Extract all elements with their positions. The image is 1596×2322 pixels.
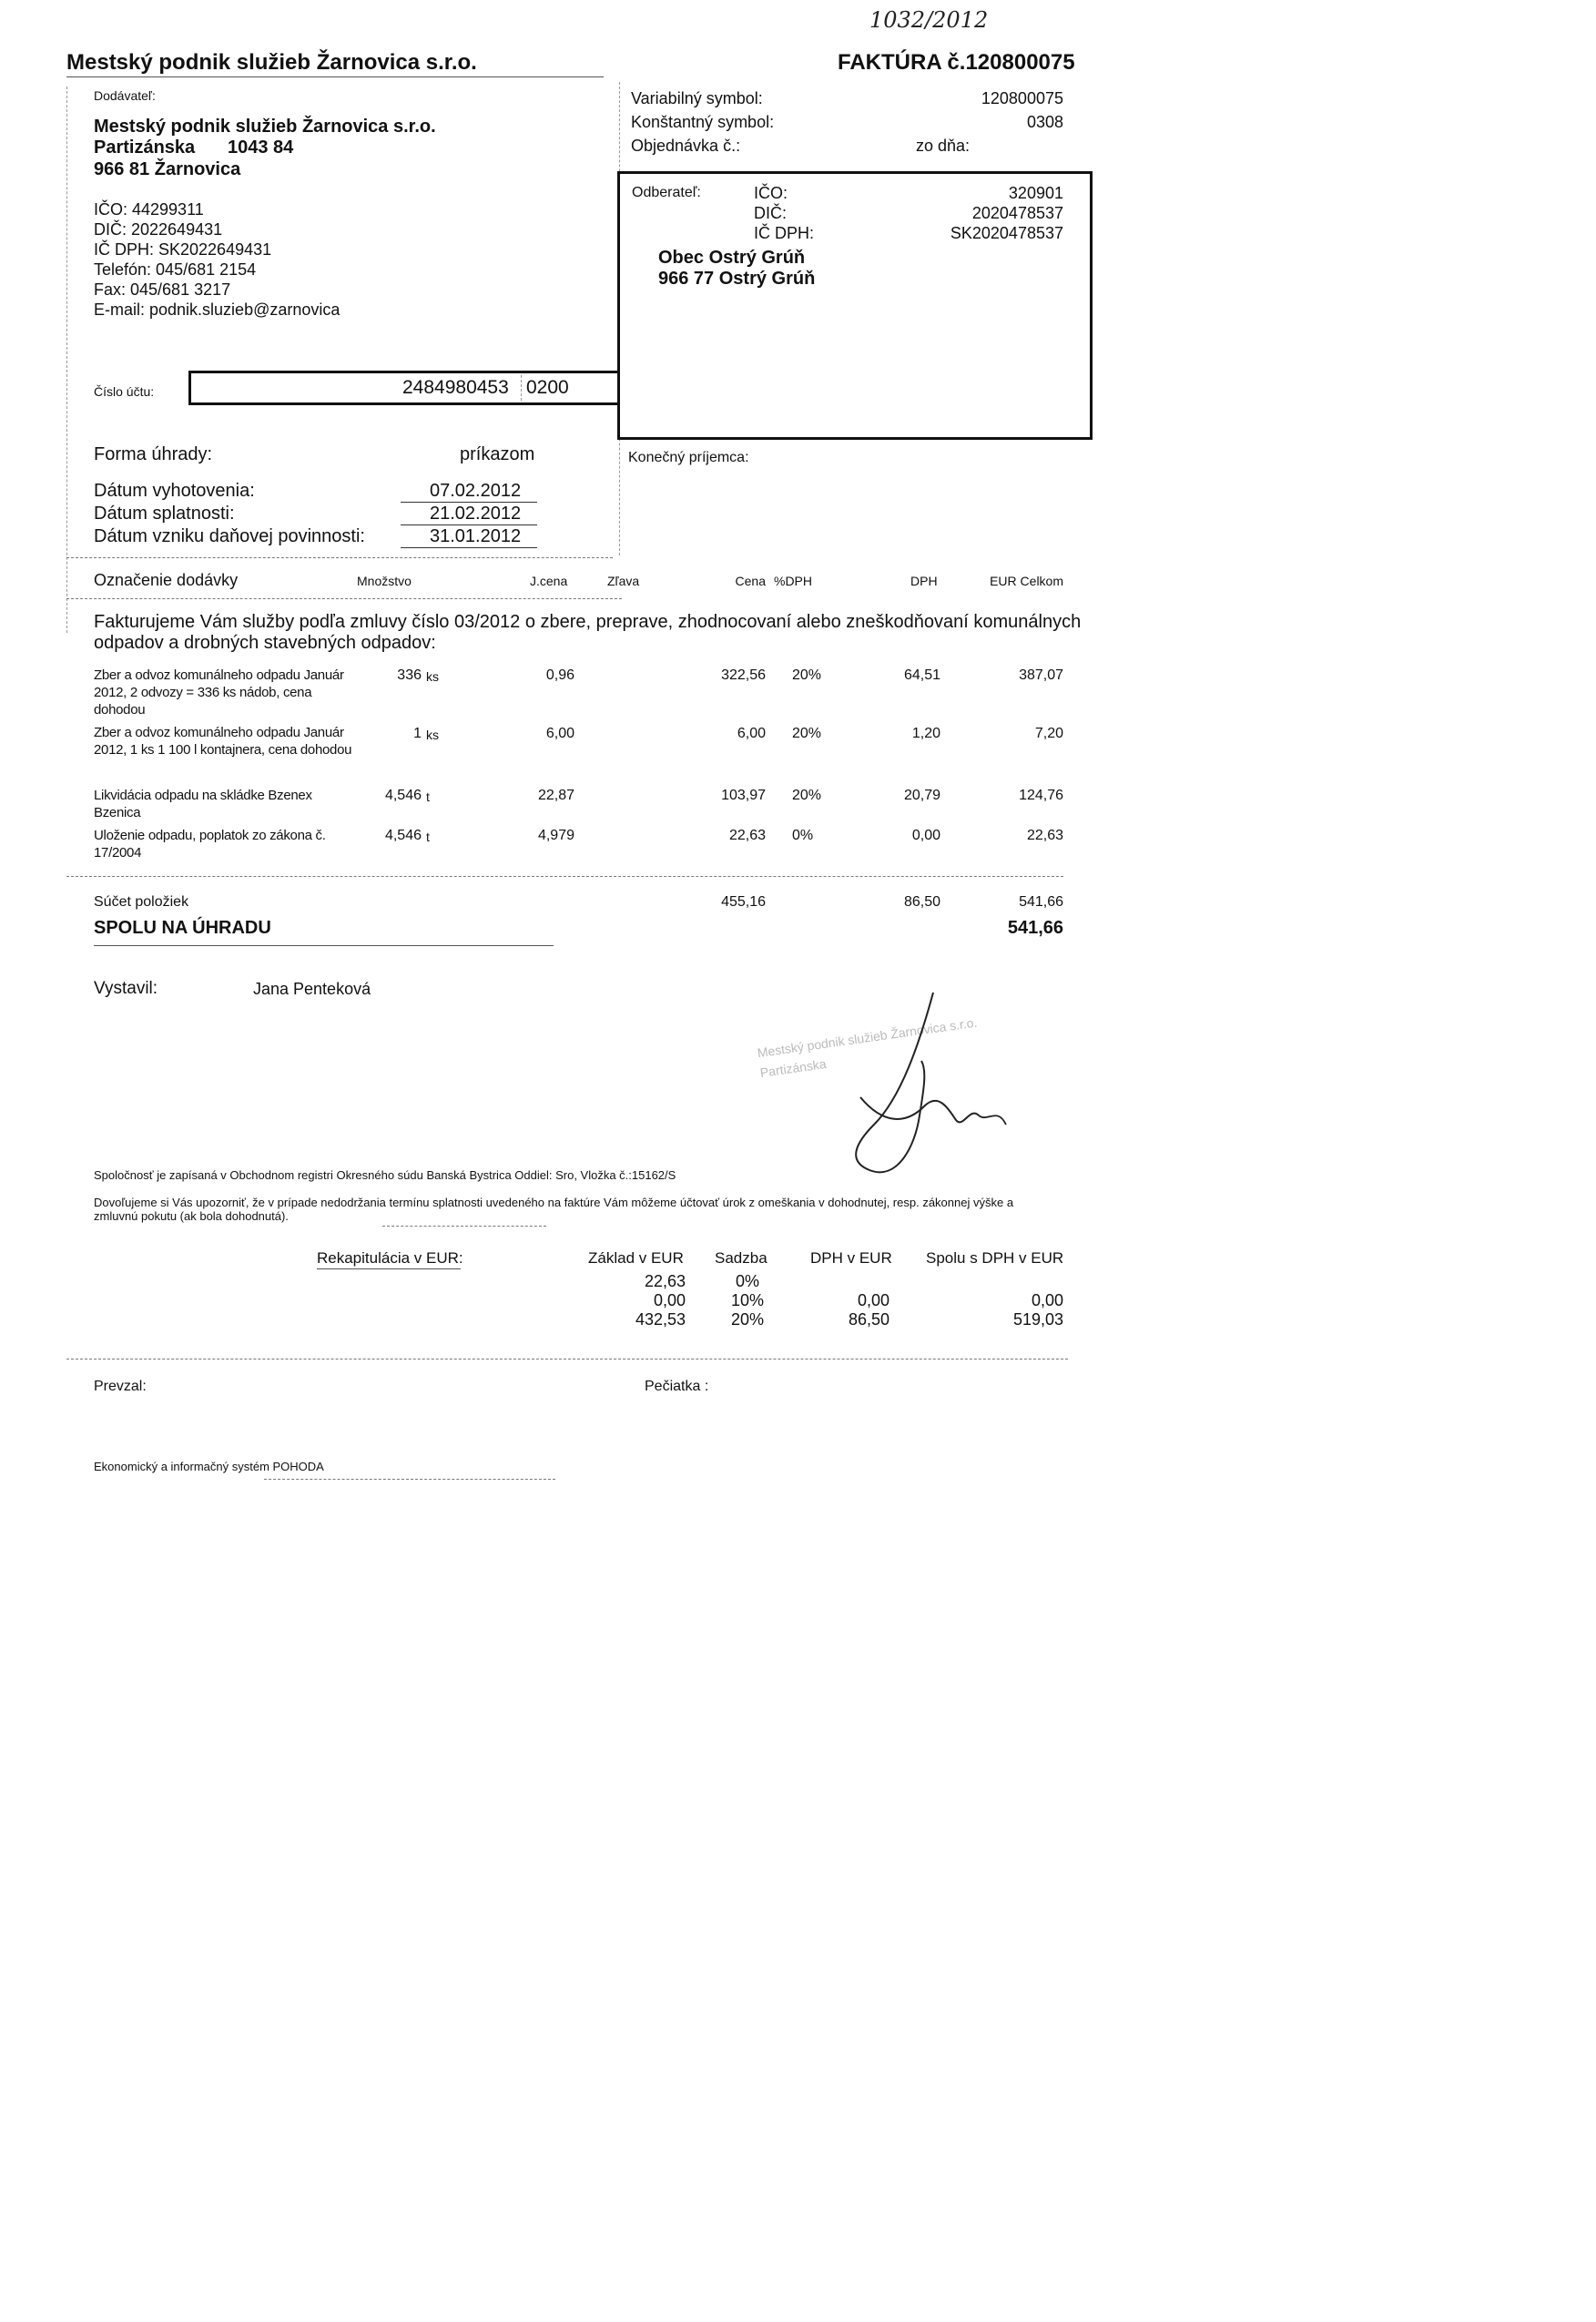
recap-row-3-base: 432,53 <box>635 1310 686 1329</box>
item-1-unit: ks <box>426 669 439 684</box>
item-4-qty: 4,546 <box>384 828 422 843</box>
col-unit-price: J.cena <box>530 574 568 588</box>
item-3-vat-pct: 20% <box>792 788 822 803</box>
order-date-label: zo dňa: <box>916 137 971 155</box>
supplier-email: E-mail: podnik.sluzieb@zarnovica <box>94 300 341 319</box>
issued-by-label: Vystavil: <box>94 979 158 998</box>
issued-by-name: Jana Penteková <box>253 980 371 998</box>
item-2-vat: 1,20 <box>911 726 940 741</box>
supplier-phone: Telefón: 045/681 2154 <box>94 260 257 279</box>
issue-date-label: Dátum vyhotovenia: <box>94 481 255 501</box>
customer-icdph-label: IČ DPH: <box>754 224 815 242</box>
handwritten-note: 1032/2012 <box>869 7 989 33</box>
item-1-unit-price: 0,96 <box>545 667 574 683</box>
company-stamp: Mestský podnik služieb Žarnovica s.r.o. Partizánska <box>756 1014 979 1080</box>
stamp-label: Pečiatka : <box>645 1379 709 1394</box>
recap-header-base: Základ v EUR <box>588 1249 684 1267</box>
company-header: Mestský podnik služieb Žarnovica s.r.o. <box>66 50 477 75</box>
supplier-ico: IČO: 44299311 <box>94 200 204 219</box>
account-label: Číslo účtu: <box>94 384 155 399</box>
item-1-vat-pct: 20% <box>792 667 822 683</box>
invoice-title: FAKTÚRA č.120800075 <box>838 50 1075 75</box>
recap-row-3-rate: 20% <box>731 1310 765 1329</box>
account-number: 2484980453 <box>402 377 509 398</box>
customer-label: Odberateľ: <box>632 185 701 200</box>
issue-date-value: 07.02.2012 <box>430 481 522 501</box>
recap-label: Rekapitulácia v EUR: <box>317 1249 463 1267</box>
item-4-total: 22,63 <box>1026 828 1063 843</box>
intro-text: Fakturujeme Vám služby podľa zmluvy číslo 03/2012 o zbere, preprave, zhodnocovaní alebo zneškodňovaní komunálnych odpadov a drobných stavebných odpadov: <box>94 612 1082 653</box>
items-top-rule <box>66 557 613 558</box>
supplier-dic: DIČ: 2022649431 <box>94 220 223 239</box>
sum-total: 541,66 <box>1019 894 1063 910</box>
recap-row-2-total: 0,00 <box>1031 1291 1063 1309</box>
sum-vat: 86,50 <box>903 894 940 910</box>
totals-rule <box>94 945 554 946</box>
header-underline <box>66 76 604 77</box>
item-2-price: 6,00 <box>737 726 766 741</box>
item-3-qty: 4,546 <box>384 788 422 803</box>
item-1-qty: 336 <box>397 667 422 683</box>
col-vat: DPH <box>910 574 938 588</box>
account-separator <box>521 375 522 401</box>
notice-rule <box>382 1226 546 1227</box>
supplier-label: Dodávateľ: <box>94 88 156 103</box>
recap-row-2-base: 0,00 <box>653 1291 686 1309</box>
customer-dic-value: 2020478537 <box>971 204 1063 222</box>
item-1-total: 387,07 <box>1019 667 1063 683</box>
amount-due-value: 541,66 <box>1007 918 1063 938</box>
item-3-unit: t <box>426 789 430 804</box>
item-4-vat: 0,00 <box>911 828 940 843</box>
item-2-vat-pct: 20% <box>792 726 822 741</box>
amount-due-label: SPOLU NA ÚHRADU <box>94 918 271 938</box>
item-4-unit-price: 4,979 <box>537 828 574 843</box>
recap-header-total: Spolu s DPH v EUR <box>926 1249 1064 1267</box>
account-bank-code: 0200 <box>526 377 569 398</box>
col-discount: Zľava <box>607 574 640 588</box>
final-recipient-label: Konečný príjemca: <box>628 450 749 465</box>
col-quantity: Množstvo <box>357 574 412 588</box>
tax-date-label: Dátum vzniku daňovej povinnosti: <box>94 526 365 546</box>
recap-row-3-total: 519,03 <box>1012 1310 1063 1329</box>
variable-symbol-value: 120800075 <box>981 89 1063 107</box>
item-2-unit: ks <box>426 728 439 742</box>
tax-date-underline <box>401 547 537 548</box>
item-1-price: 322,56 <box>721 667 766 683</box>
item-2-description: Zber a odvoz komunálneho odpadu Január 2012, 1 ks 1 100 l kontajnera, cena dohodou <box>94 725 352 758</box>
recap-label-underline <box>317 1268 461 1269</box>
supplier-name: Mestský podnik služieb Žarnovica s.r.o. <box>94 117 436 137</box>
sum-price: 455,16 <box>721 894 766 910</box>
customer-name: Obec Ostrý Grúň <box>658 248 806 268</box>
received-by-label: Prevzal: <box>94 1379 147 1394</box>
constant-symbol-label: Konštantný symbol: <box>631 113 775 131</box>
recap-bottom-rule <box>66 1359 1068 1360</box>
item-3-description: Likvidácia odpadu na skládke Bzenex Bzenica <box>94 788 312 820</box>
item-3-price: 103,97 <box>721 788 766 803</box>
supplier-icdph: IČ DPH: SK2022649431 <box>94 240 272 259</box>
due-date-label: Dátum splatnosti: <box>94 504 235 524</box>
customer-city: 966 77 Ostrý Grúň <box>658 269 816 289</box>
constant-symbol-value: 0308 <box>1026 113 1063 131</box>
issue-date-underline <box>401 502 537 503</box>
supplier-street-no: 1043 84 <box>228 137 294 158</box>
item-4-description: Uloženie odpadu, poplatok zo zákona č. 17/2004 <box>94 828 326 861</box>
supplier-fax: Fax: 045/681 3217 <box>94 280 231 299</box>
late-payment-notice: Dovoľujeme si Vás upozorniť, že v prípade nedodržania termínu splatnosti uvedeného na faktúre Vám môžeme účtovať úrok z omeškania v dohodnutej, resp. zákonnej výške a zmluvnú pokutu (ak bola dohodnutá). <box>94 1196 1014 1223</box>
recap-header-rate: Sadzba <box>715 1249 768 1267</box>
item-1-description: Zber a odvoz komunálneho odpadu Január 2012, 2 odvozy = 336 ks nádob, cena dohodou <box>94 667 344 718</box>
software-footer: Ekonomický a informačný systém POHODA <box>94 1460 324 1473</box>
signature <box>819 988 1029 1188</box>
customer-icdph-value: SK2020478537 <box>950 224 1063 242</box>
col-price: Cena <box>735 574 766 588</box>
item-4-price: 22,63 <box>728 828 766 843</box>
item-4-unit: t <box>426 830 430 844</box>
due-date-value: 21.02.2012 <box>430 504 522 524</box>
left-margin-dashes <box>66 87 67 633</box>
due-date-underline <box>401 524 537 525</box>
order-number-label: Objednávka č.: <box>631 137 741 155</box>
payment-form-label: Forma úhrady: <box>94 444 213 464</box>
software-footer-rule <box>264 1479 555 1480</box>
items-header-rule <box>66 598 622 599</box>
item-3-total: 124,76 <box>1019 788 1063 803</box>
item-1-vat: 64,51 <box>903 667 940 683</box>
recap-row-2-rate: 10% <box>731 1291 765 1309</box>
item-3-vat: 20,79 <box>903 788 940 803</box>
recap-row-3-vat: 86,50 <box>848 1310 889 1329</box>
col-vat-pct: %DPH <box>774 574 813 588</box>
customer-ico-value: 320901 <box>1008 184 1063 202</box>
item-4-vat-pct: 0% <box>792 828 814 843</box>
col-total: EUR Celkom <box>990 574 1063 588</box>
recap-row-1-rate: 0% <box>736 1272 760 1290</box>
customer-dic-label: DIČ: <box>754 204 787 222</box>
col-description: Označenie dodávky <box>94 571 239 589</box>
item-2-total: 7,20 <box>1034 726 1063 741</box>
variable-symbol-label: Variabilný symbol: <box>631 89 763 107</box>
recap-row-2-vat: 0,00 <box>857 1291 889 1309</box>
customer-ico-label: IČO: <box>754 184 788 202</box>
recap-header-vat: DPH v EUR <box>810 1249 892 1267</box>
recap-row-1-base: 22,63 <box>644 1272 686 1290</box>
items-bottom-rule <box>66 876 1063 877</box>
payment-form-value: príkazom <box>460 444 535 464</box>
item-2-qty: 1 <box>413 726 422 741</box>
supplier-city: 966 81 Žarnovica <box>94 159 241 179</box>
supplier-street: Partizánska <box>94 137 196 158</box>
tax-date-value: 31.01.2012 <box>430 526 522 546</box>
sum-label: Súčet položiek <box>94 894 189 910</box>
item-3-unit-price: 22,87 <box>537 788 574 803</box>
register-note: Spoločnosť je zapísaná v Obchodnom registri Okresného súdu Banská Bystrica Oddiel: Sro, Vložka č.:15162/S <box>94 1168 676 1182</box>
item-2-unit-price: 6,00 <box>545 726 574 741</box>
